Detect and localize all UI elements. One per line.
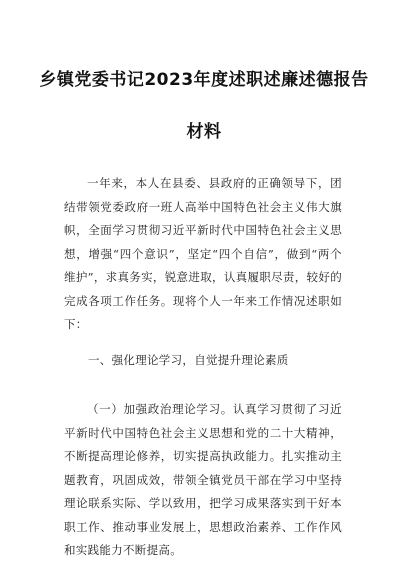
intro-paragraph: 一年来，本人在县委、县政府的正确领导下，团结带领党委政府一班人高举中国特色社会主义伟大旗帜，全面学习贯彻习近平新时代中国特色社会主义思想，增强“四个意识”，坚定“四个自信”，做到“两个维护”，求真务实，锐意进取，认真履职尽责，较好的完成各项工作任务。现将个人一年来工作情况述职如下： [64, 176, 342, 331]
document-title-continuation: 材料 [186, 122, 222, 142]
subsection-paragraph: （一）加强政治理论学习。认真学习贯彻了习近平新时代中国特色社会主义思想和党的二十大精神，不断提高理论修养，切实提高执政能力。扎实推动主题教育，巩固成效，带领全镇党员干部在学习中坚持理论联系实际、学以致用，把学习成果落实到干好本职工作、推动事业发展上，思想政治素养、工作作风和实践能力不断提高。 [64, 402, 342, 557]
section-heading: 一、强化理论学习，自觉提升理论素质 [88, 353, 289, 367]
document-title: 乡镇党委书记2023年度述职述廉述德报告 [39, 70, 369, 90]
